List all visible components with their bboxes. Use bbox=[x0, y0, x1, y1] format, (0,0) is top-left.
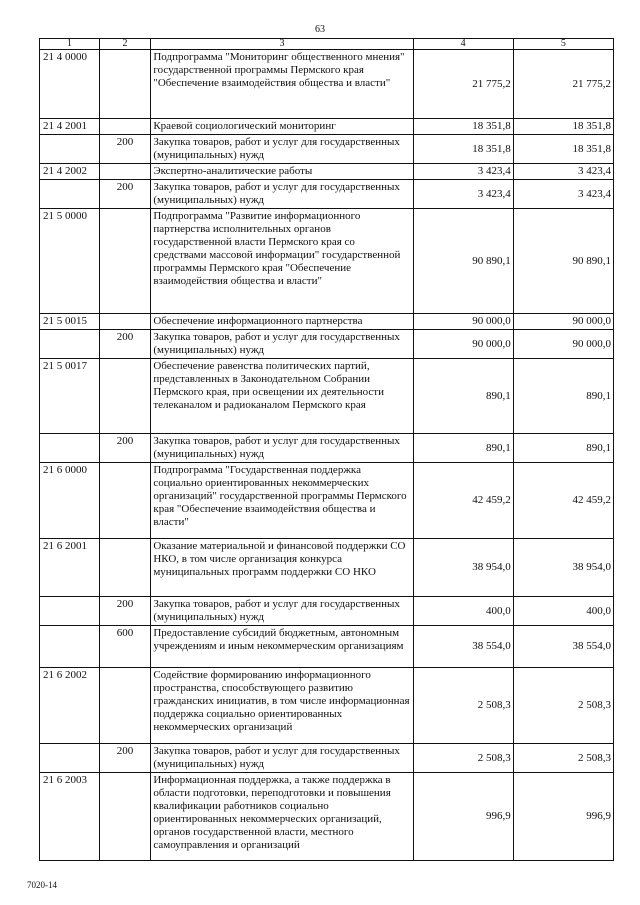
table-row bbox=[40, 463, 614, 539]
row-name: Содействие формированию информационного пространства, способствующего развитию гражданских инициатив, в том числе информационная поддержка социально ориентированных некоммерческих организаций bbox=[151, 668, 413, 744]
row-name: Подпрограмма "Развитие информационного партнерства исполнительных органов государственной власти Пермского края со средствами массовой информации" государственной программы Пермского края "Обеспечение взаимодействия общества и власти" bbox=[151, 209, 413, 314]
row-amount-col4: 996,9 bbox=[413, 773, 513, 861]
column-header: 2 bbox=[99, 39, 151, 50]
row-amount-col5: 21 775,2 bbox=[513, 50, 613, 119]
row-amount-col5: 2 508,3 bbox=[513, 668, 613, 744]
table-row bbox=[40, 773, 614, 861]
row-amount-col4: 400,0 bbox=[413, 597, 513, 626]
row-expense-type bbox=[99, 359, 151, 434]
row-amount-col4: 890,1 bbox=[413, 359, 513, 434]
row-expense-type bbox=[99, 539, 151, 597]
table-row bbox=[40, 668, 614, 744]
row-amount-col4: 90 000,0 bbox=[413, 314, 513, 330]
row-amount-col5: 18 351,8 bbox=[513, 135, 613, 164]
row-amount-col4: 3 423,4 bbox=[413, 180, 513, 209]
budget-table bbox=[39, 38, 614, 861]
row-name: Экспертно-аналитические работы bbox=[151, 164, 413, 180]
row-amount-col5: 3 423,4 bbox=[513, 180, 613, 209]
row-amount-col5: 90 000,0 bbox=[513, 314, 613, 330]
row-expense-type: 200 bbox=[99, 744, 151, 773]
row-amount-col4: 90 000,0 bbox=[413, 330, 513, 359]
column-header: 3 bbox=[151, 39, 413, 50]
table-row bbox=[40, 359, 614, 434]
column-header: 1 bbox=[40, 39, 100, 50]
row-name: Закупка товаров, работ и услуг для государственных (муниципальных) нужд bbox=[151, 434, 413, 463]
row-expense-type bbox=[99, 314, 151, 330]
row-name: Закупка товаров, работ и услуг для государственных (муниципальных) нужд bbox=[151, 744, 413, 773]
row-expense-type: 200 bbox=[99, 434, 151, 463]
row-expense-type: 200 bbox=[99, 597, 151, 626]
row-expense-type bbox=[99, 164, 151, 180]
column-header: 4 bbox=[413, 39, 513, 50]
table-row bbox=[40, 314, 614, 330]
row-amount-col5: 3 423,4 bbox=[513, 164, 613, 180]
column-header: 5 bbox=[513, 39, 613, 50]
row-expense-type bbox=[99, 773, 151, 861]
table-row bbox=[40, 135, 614, 164]
row-amount-col4: 90 890,1 bbox=[413, 209, 513, 314]
row-amount-col5: 90 890,1 bbox=[513, 209, 613, 314]
row-amount-col5: 18 351,8 bbox=[513, 119, 613, 135]
row-code: 21 4 2002 bbox=[40, 164, 100, 180]
row-amount-col4: 18 351,8 bbox=[413, 119, 513, 135]
row-code bbox=[40, 434, 100, 463]
row-code bbox=[40, 626, 100, 668]
table-row bbox=[40, 50, 614, 119]
row-name: Обеспечение равенства политических партий, представленных в Законодательном Собрании Пермского края, при освещении их деятельности телеканалом и радиоканалом Пермского края bbox=[151, 359, 413, 434]
row-name: Закупка товаров, работ и услуг для государственных (муниципальных) нужд bbox=[151, 180, 413, 209]
row-code bbox=[40, 330, 100, 359]
row-code bbox=[40, 135, 100, 164]
row-amount-col4: 38 954,0 bbox=[413, 539, 513, 597]
row-amount-col4: 2 508,3 bbox=[413, 668, 513, 744]
row-amount-col4: 18 351,8 bbox=[413, 135, 513, 164]
row-amount-col5: 890,1 bbox=[513, 359, 613, 434]
row-code: 21 5 0000 bbox=[40, 209, 100, 314]
table-row bbox=[40, 164, 614, 180]
table-row bbox=[40, 119, 614, 135]
table-row bbox=[40, 597, 614, 626]
row-expense-type: 200 bbox=[99, 180, 151, 209]
row-amount-col5: 90 000,0 bbox=[513, 330, 613, 359]
row-code: 21 5 0017 bbox=[40, 359, 100, 434]
row-amount-col4: 890,1 bbox=[413, 434, 513, 463]
row-name: Информационная поддержка, а также поддержка в области подготовки, переподготовки и повышения квалификации работников социально ориентированных некоммерческих организаций, органов государственной власти, местного самоуправления и организаций bbox=[151, 773, 413, 861]
table-row bbox=[40, 180, 614, 209]
row-code: 21 6 2003 bbox=[40, 773, 100, 861]
row-expense-type: 200 bbox=[99, 330, 151, 359]
row-amount-col4: 3 423,4 bbox=[413, 164, 513, 180]
row-amount-col5: 38 554,0 bbox=[513, 626, 613, 668]
row-expense-type: 600 bbox=[99, 626, 151, 668]
row-code: 21 4 0000 bbox=[40, 50, 100, 119]
row-code: 21 6 2002 bbox=[40, 668, 100, 744]
row-code: 21 6 0000 bbox=[40, 463, 100, 539]
row-expense-type bbox=[99, 119, 151, 135]
page-number: 63 bbox=[315, 24, 325, 35]
row-code: 21 4 2001 bbox=[40, 119, 100, 135]
row-code: 21 5 0015 bbox=[40, 314, 100, 330]
row-name: Подпрограмма "Государственная поддержка социально ориентированных некоммерческих организаций" государственной программы Пермского края "Обеспечение взаимодействия общества и власти" bbox=[151, 463, 413, 539]
row-amount-col5: 38 954,0 bbox=[513, 539, 613, 597]
row-name: Подпрограмма "Мониторинг общественного мнения" государственной программы Пермского края "Обеспечение взаимодействия общества и власти" bbox=[151, 50, 413, 119]
row-amount-col4: 42 459,2 bbox=[413, 463, 513, 539]
document-code: 7020-14 bbox=[27, 880, 57, 890]
row-amount-col4: 21 775,2 bbox=[413, 50, 513, 119]
row-code bbox=[40, 597, 100, 626]
row-name: Предоставление субсидий бюджетным, автономным учреждениям и иным некоммерческим организациям bbox=[151, 626, 413, 668]
row-code: 21 6 2001 bbox=[40, 539, 100, 597]
row-amount-col5: 42 459,2 bbox=[513, 463, 613, 539]
row-expense-type bbox=[99, 50, 151, 119]
row-amount-col5: 400,0 bbox=[513, 597, 613, 626]
row-name: Краевой социологический мониторинг bbox=[151, 119, 413, 135]
row-code bbox=[40, 744, 100, 773]
row-name: Оказание материальной и финансовой поддержки СО НКО, в том числе организация конкурса муниципальных программ поддержки СО НКО bbox=[151, 539, 413, 597]
table-row bbox=[40, 539, 614, 597]
table-row bbox=[40, 434, 614, 463]
row-amount-col5: 996,9 bbox=[513, 773, 613, 861]
table-row bbox=[40, 209, 614, 314]
row-name: Закупка товаров, работ и услуг для государственных (муниципальных) нужд bbox=[151, 597, 413, 626]
row-name: Закупка товаров, работ и услуг для государственных (муниципальных) нужд bbox=[151, 135, 413, 164]
row-amount-col4: 2 508,3 bbox=[413, 744, 513, 773]
table-row bbox=[40, 330, 614, 359]
row-name: Обеспечение информационного партнерства bbox=[151, 314, 413, 330]
row-expense-type bbox=[99, 463, 151, 539]
table-row bbox=[40, 626, 614, 668]
row-amount-col4: 38 554,0 bbox=[413, 626, 513, 668]
row-amount-col5: 890,1 bbox=[513, 434, 613, 463]
row-amount-col5: 2 508,3 bbox=[513, 744, 613, 773]
row-expense-type: 200 bbox=[99, 135, 151, 164]
table-header-row bbox=[40, 39, 614, 50]
row-code bbox=[40, 180, 100, 209]
table-row bbox=[40, 744, 614, 773]
row-name: Закупка товаров, работ и услуг для государственных (муниципальных) нужд bbox=[151, 330, 413, 359]
row-expense-type bbox=[99, 209, 151, 314]
row-expense-type bbox=[99, 668, 151, 744]
